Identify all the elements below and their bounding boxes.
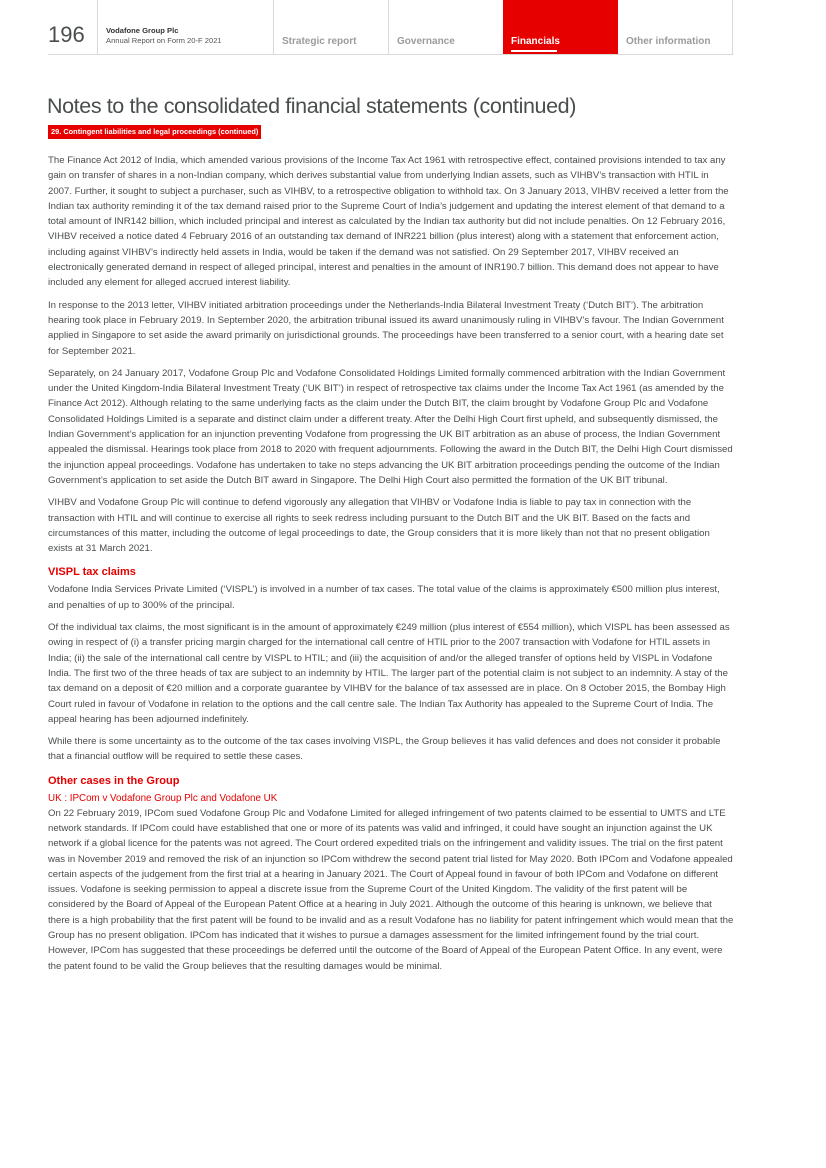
body-paragraph: In response to the 2013 letter, VIHBV initiated arbitration proceedings under the Netherlands-India Bilateral Investment Treaty (‘Dutch BIT’). The arbitration hearing took place in February 2019. In September 2020, the arbitration tribunal issued its award unanimously ruling in VIHBV’s favour. The Indian Government applied in Singapore to set aside the award primarily on jurisdictional grounds. The proceedings have been transferred to a senior court, with a hearing date set for September 2021. [48,299,724,357]
tab-financials[interactable] [503,0,618,54]
vispl-heading: VISPL tax claims [48,566,136,579]
report-subtitle: Annual Report on Form 20-F 2021 [106,36,222,45]
body-paragraph: Separately, on 24 January 2017, Vodafone Group Plc and Vodafone Consolidated Holdings Limited formally commenced arbitration with the Indian Government under the United Kingdom-India Bilateral Investment Treaty (‘UK BIT’) in respect of retrospective tax claims under the Income Tax Act 1961 (as amended by the Finance Act 2012). Although relating to the same underlying facts as the claim under the Dutch BIT, the claim brought by Vodafone Group Plc and Vodafone Consolidated Holdings Limited is a separate and distinct claim under a different treaty. After the Delhi High Court first upheld, and subsequently dismissed, the Indian Government’s application for an injunction preventing Vodafone from progressing the UK BIT arbitration as an abuse of process, the Indian Government appealed the dismissal. Hearings took place from 2018 to 2020 with frequent adjournments. Following the award in the Dutch BIT, the Delhi High Court dismissed the injunction appeal proceedings. Vodafone has undertaken to take no steps advancing the UK BIT arbitration proceedings pending the outcome of the Indian Government’s application to set aside the Dutch BIT award in Singapore. The Delhi High Court also permitted the formation of the UK BIT tribunal. [48,367,733,486]
active-tab-underline [511,50,557,52]
header-divider [732,0,733,54]
company-block [106,26,222,45]
body-paragraph: While there is some uncertainty as to the outcome of the tax cases involving VISPL, the Group believes it has valid defences and does not consider it probable that a financial outflow will be required to settle these cases. [48,736,721,763]
body-paragraph: VIHBV and Vodafone Group Plc will continue to defend vigorously any allegation that VIHBV or Vodafone India is liable to pay tax in connection with the transaction with HTIL and will continue to exercise all rights to seek redress including pursuant to the Dutch BIT and the UK BIT. Based on the facts and circumstances of this matter, including the outcome of legal proceedings to date, the Group considers that it is more likely than not that no present obligation exists at 31 March 2021. [48,497,710,555]
body-paragraph: On 22 February 2019, IPCom sued Vodafone Group Plc and Vodafone Limited for alleged infringement of two patents claimed to be essential to UMTS and LTE network standards. If IPCom could have established that one or more of its patents was valid and infringed, it could have sought an injunction against the UK network if a global licence for the patents was not agreed. The Court ordered expedited trials on the infringement and validity issues. The trial on the first patent was in November 2019 and removed the risk of an injunction so IPCom withdrew the second patent trial listed for May 2020. Both IPCom and Vodafone appealed certain aspects of the judgement from the first trial at a hearing in January 2021. The Court of Appeal found in favour of both IPCom and Vodafone on different issues. Vodafone is seeking permission to appeal a discrete issue from the Supreme Court of the United Kingdom. The validity of the first patent will be considered by the Board of Appeal of the European Patent Office at a hearing in July 2021. Although the outcome of this hearing is unknown, we believe that there is a high probability that the first patent will be found to be invalid and as a result Vodafone has no liability for patent infringement which would mean that the Group has no present obligation. IPCom has indicated that it wishes to pursue a damages assessment for the limited infringement found by the trial court. However, IPCom has suggested that these proceedings be deferred until the outcome of the Board of Appeal of the European Patent Office. In any event, were the patent found to be valid the Group believes that the resulting damages would be minimal. [48,807,734,972]
page-header [0,0,826,56]
page-title: Notes to the consolidated financial statements (continued) [47,94,576,119]
tab-strategic-report[interactable]: Strategic report [282,36,357,47]
body-paragraph: Vodafone India Services Private Limited (‘VISPL’) is involved in a number of tax cases. The total value of the claims is approximately €500 million plus interest, and penalties of up to 300% of the principal. [48,584,720,611]
company-name: Vodafone Group Plc [106,26,179,35]
main-content [48,153,734,974]
header-divider [97,0,98,54]
other-cases-heading: Other cases in the Group [48,774,180,787]
header-bottom-rule [48,54,733,55]
tab-governance[interactable]: Governance [397,36,455,47]
body-paragraph: Of the individual tax claims, the most significant is in the amount of approximately €249 million (plus interest of €554 million), which VISPL has been assessed as owing in respect of (i) a transfer pricing margin charged for the international call centre of HTIL prior to the 2007 transaction with Vodafone for HTIL assets in India; (ii) the sale of the international call centre by VISPL to HTIL; and (iii) the acquisition of and/or the alleged transfer of options held by VISPL in Vodafone India. The first two of the three heads of tax are subject to an indemnity by HTIL. The larger part of the potential claim is not subject to an indemnity. A stay of the tax demand on a deposit of €20 million and a corporate guarantee by VIHBV for the balance of tax assessed are in place. On 8 October 2015, the Bombay High Court ruled in favour of Vodafone in relation to the options and the call centre sale. The Indian Tax Authority has appealed to the Supreme Court of India. The appeal hearing has been adjourned indefinitely. [48,622,730,725]
section-tag: 29. Contingent liabilities and legal proceedings (continued) [48,125,261,139]
tab-other-information[interactable]: Other information [626,36,711,47]
ipcom-subheading: UK : IPCom v Vodafone Group Plc and Vodafone UK [48,792,278,804]
tab-financials-label: Financials [511,36,560,47]
page-number: 196 [48,22,85,47]
body-paragraph: The Finance Act 2012 of India, which amended various provisions of the Income Tax Act 1961 with retrospective effect, contained provisions intended to tax any gain on transfer of shares in a non-Indian company, which derives substantial value from underlying Indian assets, such as VIHBV’s transaction with HTIL in 2007. Further, it sought to subject a purchaser, such as VIHBV, to a retrospective obligation to withhold tax. On 3 January 2013, VIHBV received a letter from the Indian tax authority reminding it of the tax demand raised prior to the Supreme Court of India’s judgement and updating the interest element of that demand to a total amount of INR142 billion, which included principal and interest as calculated by the Indian tax authority but did not include penalties. On 12 February 2016, VIHBV received a notice dated 4 February 2016 of an outstanding tax demand of INR221 billion (plus interest) along with a statement that enforcement action, including against VIHBV’s indirectly held assets in India, would be taken if the demand was not satisfied. On 29 September 2017, VIHBV received an electronically generated demand in respect of alleged principal, interest and penalties in the amount of INR190.7 billion. This demand does not appear to have included any element for alleged accrued interest liability. [48,155,729,289]
